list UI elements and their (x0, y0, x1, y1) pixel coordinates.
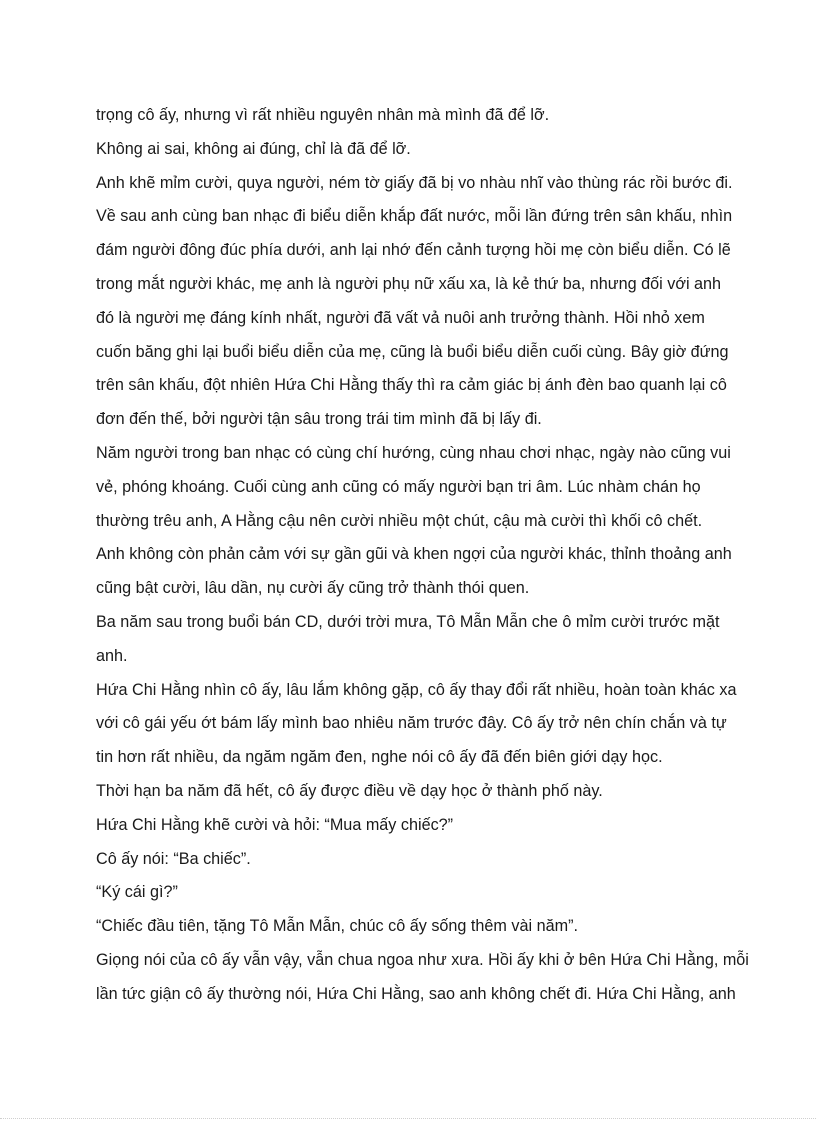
text-line: lần tức giận cô ấy thường nói, Hứa Chi Hằng, sao anh không chết đi. Hứa Chi Hằng, anh (96, 984, 736, 1003)
text-line: cũng bật cười, lâu dần, nụ cười ấy cũng trở thành thói quen. (96, 579, 530, 598)
text-line: cuốn băng ghi lại buổi biểu diễn của mẹ, cũng là buổi biểu diễn cuối cùng. Bây giờ đứng (96, 342, 729, 361)
text-line: Cô ấy nói: “Ba chiếc”. (96, 849, 251, 868)
text-line: Ba năm sau trong buổi bán CD, dưới trời mưa, Tô Mẫn Mẫn che ô mỉm cười trước mặt (96, 612, 720, 631)
text-line: “Chiếc đầu tiên, tặng Tô Mẫn Mẫn, chúc cô ấy sống thêm vài năm”. (96, 917, 578, 936)
text-line: “Ký cái gì?” (96, 883, 178, 902)
text-line: anh. (96, 646, 128, 665)
text-line: với cô gái yếu ớt bám lấy mình bao nhiêu năm trước đây. Cô ấy trở nên chín chắn và tự (96, 714, 727, 733)
text-line: Năm người trong ban nhạc có cùng chí hướng, cùng nhau chơi nhạc, ngày nào cũng vui (96, 443, 731, 462)
text-line: Về sau anh cùng ban nhạc đi biểu diễn khắp đất nước, mỗi lần đứng trên sân khấu, nhìn (96, 207, 733, 226)
text-line: Không ai sai, không ai đúng, chỉ là đã để lỡ. (96, 139, 411, 158)
text-line: Hứa Chi Hằng nhìn cô ấy, lâu lắm không gặp, cô ấy thay đổi rất nhiều, hoàn toàn khác xa (96, 680, 737, 699)
text-line: Anh không còn phản cảm với sự gần gũi và khen ngợi của người khác, thỉnh thoảng anh (96, 545, 732, 564)
text-line: đơn đến thế, bởi người tận sâu trong trái tim mình đã bị lấy đi. (96, 410, 542, 429)
text-line: trong mắt người khác, mẹ anh là người phụ nữ xấu xa, là kẻ thứ ba, nhưng đối với anh (96, 274, 722, 293)
document-body (96, 99, 749, 1012)
text-line: đám người đông đúc phía dưới, anh lại nhớ đến cảnh tượng hồi mẹ còn biểu diễn. Có lẽ (96, 241, 731, 260)
text-line: Giọng nói của cô ấy vẫn vậy, vẫn chua ngoa như xưa. Hồi ấy khi ở bên Hứa Chi Hằng, mỗi (96, 950, 749, 969)
text-line: thường trêu anh, A Hằng cậu nên cười nhiều một chút, cậu mà cười thì khối cô chết. (96, 511, 703, 530)
text-line: tin hơn rất nhiều, da ngăm ngăm đen, nghe nói cô ấy đã đến biên giới dạy học. (96, 748, 663, 767)
text-line: vẻ, phóng khoáng. Cuối cùng anh cũng có mấy người bạn tri âm. Lúc nhàm chán họ (96, 477, 701, 496)
text-line: Hứa Chi Hằng khẽ cười và hỏi: “Mua mấy chiếc?” (96, 815, 454, 834)
text-line: đó là người mẹ đáng kính nhất, người đã vất vả nuôi anh trưởng thành. Hồi nhỏ xem (96, 308, 705, 327)
text-line: trọng cô ấy, nhưng vì rất nhiều nguyên nhân mà mình đã để lỡ. (96, 106, 550, 124)
text-line: trên sân khấu, đột nhiên Hứa Chi Hằng thấy thì ra cảm giác bị ánh đèn bao quanh lại cô (96, 376, 727, 395)
page-bottom-divider (0, 1118, 816, 1119)
text-line: Anh khẽ mỉm cười, quya người, ném tờ giấy đã bị vo nhàu nhĩ vào thùng rác rồi bước đi. (96, 173, 733, 192)
text-line: Thời hạn ba năm đã hết, cô ấy được điều về dạy học ở thành phố này. (96, 781, 603, 800)
